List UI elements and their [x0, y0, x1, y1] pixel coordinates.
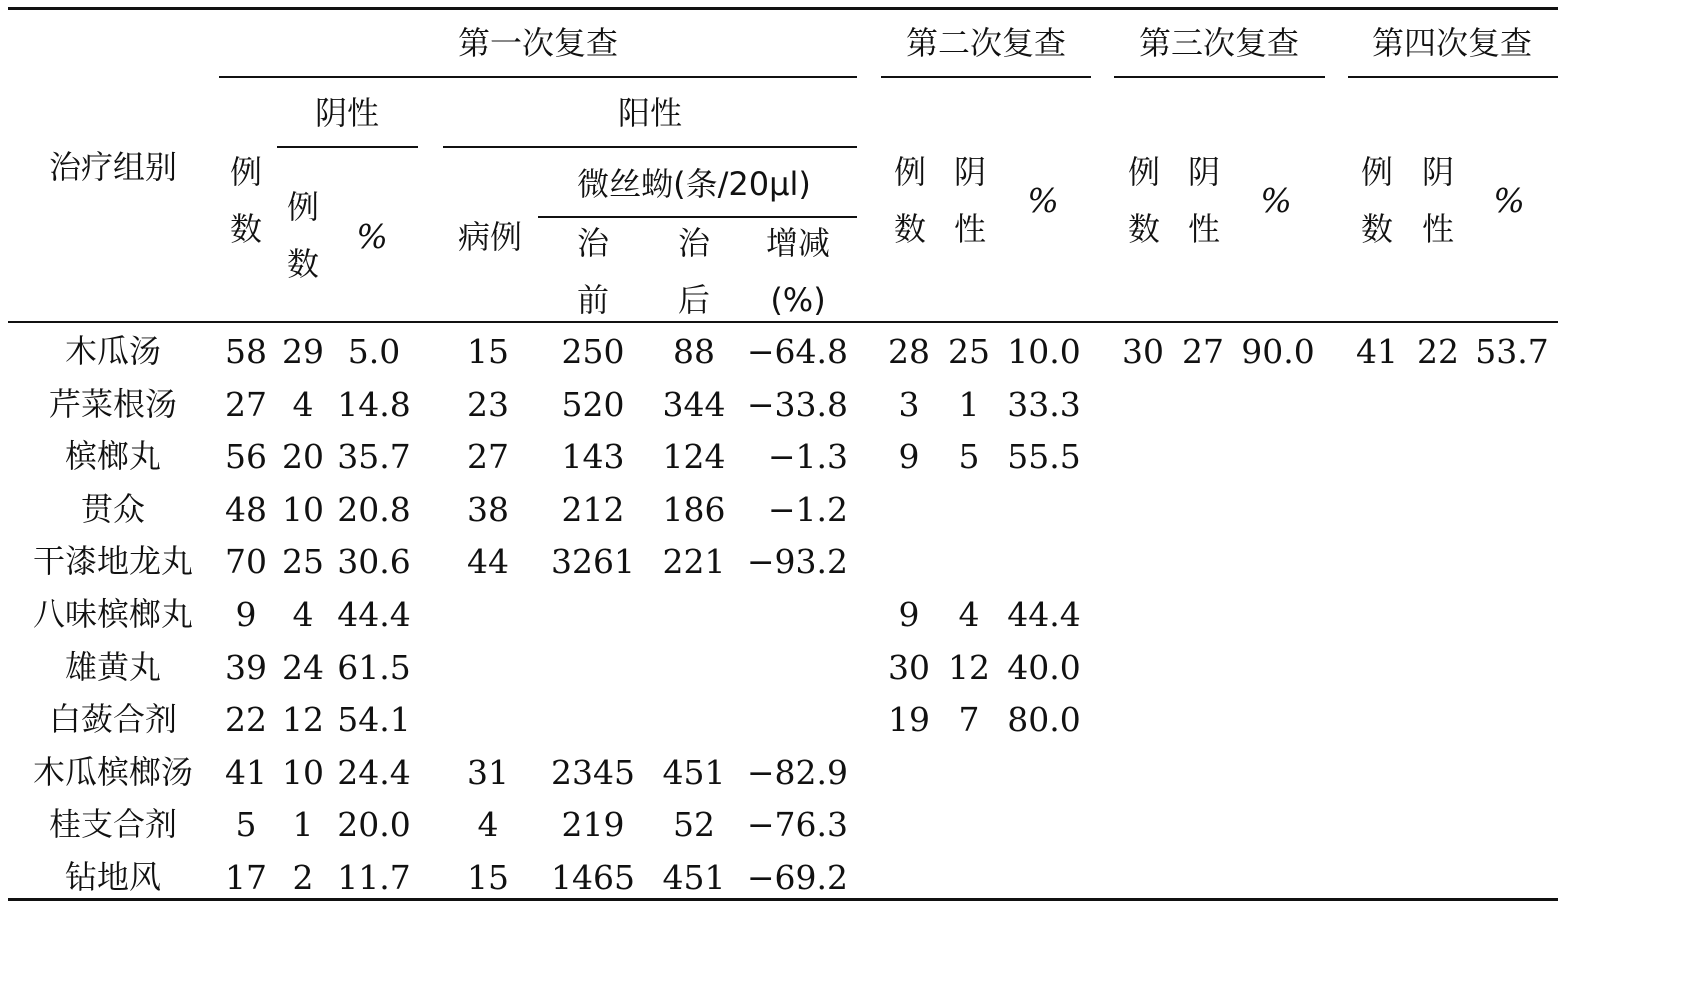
cell-neg-n: 1	[292, 805, 314, 845]
cell-after: 124	[662, 437, 726, 477]
cell-neg-pct: 11.7	[337, 858, 411, 897]
row-group-name: 桂支合剂	[48, 805, 178, 844]
row-group-name: 木瓜汤	[64, 332, 162, 370]
review2-rule	[881, 76, 1091, 78]
row-group-name: 干漆地龙丸	[32, 542, 194, 581]
cell-r2-pct: 10.0	[1007, 332, 1081, 371]
cell-pos-cases: 23	[467, 384, 509, 424]
cell-neg-n: 4	[292, 595, 314, 634]
cell-r2-neg: 7	[958, 700, 980, 740]
cell-neg-pct: 35.7	[337, 437, 411, 477]
cell-neg-pct: 5.0	[347, 332, 401, 371]
cell-neg-n: 2	[292, 858, 314, 897]
cell-before: 219	[561, 805, 625, 845]
neg-cases-header-l2: 数	[286, 245, 320, 283]
cell-after: 344	[662, 384, 726, 424]
before-header-l1: 治	[576, 224, 610, 262]
negative-rule	[277, 146, 418, 148]
r3-percent-header: %	[1260, 181, 1292, 220]
cell-neg-pct: 20.8	[337, 489, 411, 529]
row-group-name: 芹菜根汤	[48, 384, 178, 423]
microfilaria-header: 微丝蚴(条/20μl)	[577, 165, 811, 203]
r2-percent-header: %	[1027, 181, 1059, 220]
cell-n: 17	[225, 858, 267, 897]
review4-rule	[1348, 76, 1558, 78]
r4-cases-header-l1: 例	[1360, 153, 1394, 191]
cell-after: 88	[673, 332, 715, 371]
cell-n: 39	[225, 647, 267, 687]
cell-r2-neg: 4	[958, 595, 980, 634]
row-group-name: 贯众	[80, 489, 146, 528]
cell-n: 70	[225, 542, 267, 582]
cell-n: 27	[225, 384, 267, 424]
cell-r2-n: 28	[888, 332, 930, 371]
change-header-l2: (%)	[770, 281, 826, 319]
cell-before: 520	[561, 384, 625, 424]
cell-pos-cases: 15	[467, 858, 509, 897]
header-bottom-rule	[8, 321, 1558, 323]
r3-cases-header-l1: 例	[1127, 153, 1161, 191]
cell-r2-pct: 55.5	[1007, 437, 1081, 477]
cell-r2-pct: 80.0	[1007, 700, 1081, 740]
r4-neg-header-l2: 性	[1421, 210, 1455, 248]
cell-before: 250	[561, 332, 625, 371]
row-group-name: 雄黄丸	[64, 647, 162, 686]
cell-r2-n: 19	[888, 700, 930, 740]
cell-before: 212	[561, 489, 625, 529]
cell-change: −82.9	[746, 752, 848, 792]
review1-header: 第一次复查	[457, 24, 619, 62]
cell-after: 52	[673, 805, 715, 845]
cell-r3-neg: 27	[1182, 332, 1224, 371]
r1-cases-header-l1: 例	[229, 153, 263, 191]
cell-pos-cases: 15	[467, 332, 509, 371]
cell-n: 9	[235, 595, 257, 634]
row-group-name: 槟榔丸	[64, 437, 162, 476]
cell-before: 3261	[551, 542, 635, 582]
r4-percent-header: %	[1493, 181, 1525, 220]
before-header-l2: 前	[576, 281, 610, 319]
cell-neg-n: 12	[282, 700, 324, 740]
row-group-name: 八味槟榔丸	[32, 595, 194, 633]
cell-pos-cases: 27	[467, 437, 509, 477]
top-rule	[8, 7, 1558, 10]
cell-change: −93.2	[746, 542, 848, 582]
cell-change: −64.8	[746, 332, 848, 371]
cell-pos-cases: 44	[467, 542, 509, 582]
cell-pos-cases: 31	[467, 752, 509, 792]
review3-rule	[1114, 76, 1325, 78]
cell-neg-n: 10	[282, 752, 324, 792]
cell-r4-n: 41	[1356, 332, 1398, 371]
r3-cases-header-l2: 数	[1127, 210, 1161, 248]
cell-r2-n: 30	[888, 647, 930, 687]
cell-r2-pct: 33.3	[1007, 384, 1081, 424]
sick-cases-header: 病例	[457, 218, 523, 256]
cell-n: 56	[225, 437, 267, 477]
r2-neg-header-l1: 阴	[953, 153, 987, 191]
group-column-header: 治疗组别	[48, 148, 178, 186]
r2-cases-header-l1: 例	[893, 153, 927, 191]
cell-after: 221	[662, 542, 726, 582]
cell-pos-cases: 38	[467, 489, 509, 529]
cell-neg-n: 25	[282, 542, 324, 582]
r4-neg-header-l1: 阴	[1421, 153, 1455, 191]
r3-neg-header-l1: 阴	[1187, 153, 1221, 191]
row-group-name: 白蔹合剂	[48, 700, 178, 739]
cell-n: 58	[225, 332, 267, 371]
r2-cases-header-l2: 数	[893, 210, 927, 248]
cell-r2-neg: 1	[958, 384, 980, 424]
cell-r2-neg: 25	[948, 332, 990, 371]
cell-r2-n: 3	[898, 384, 920, 424]
cell-neg-pct: 24.4	[337, 752, 411, 792]
after-header-l1: 治	[677, 224, 711, 262]
r4-cases-header-l2: 数	[1360, 210, 1394, 248]
r1-cases-header-l2: 数	[229, 210, 263, 248]
cell-r4-pct: 53.7	[1475, 332, 1549, 371]
neg-percent-header: %	[356, 217, 388, 256]
cell-r3-pct: 90.0	[1241, 332, 1315, 371]
after-header-l2: 后	[677, 281, 711, 319]
cell-r3-n: 30	[1122, 332, 1164, 371]
cell-r2-n: 9	[898, 595, 920, 634]
cell-neg-pct: 30.6	[337, 542, 411, 582]
cell-neg-n: 10	[282, 489, 324, 529]
cell-neg-n: 24	[282, 647, 324, 687]
cell-neg-n: 20	[282, 437, 324, 477]
cell-neg-pct: 44.4	[337, 595, 411, 634]
cell-after: 451	[662, 752, 726, 792]
negative-header: 阴性	[314, 94, 380, 132]
review2-header: 第二次复查	[905, 24, 1067, 62]
cell-r2-pct: 40.0	[1007, 647, 1081, 687]
review4-header: 第四次复查	[1371, 24, 1533, 62]
cell-neg-pct: 61.5	[337, 647, 411, 687]
cell-change: −1.2	[767, 489, 848, 529]
cell-change: −33.8	[746, 384, 848, 424]
review1-rule	[219, 76, 857, 78]
row-group-name: 钻地风	[64, 858, 162, 896]
row-group-name: 木瓜槟榔汤	[32, 752, 194, 791]
cell-neg-pct: 20.0	[337, 805, 411, 845]
cell-pos-cases: 4	[477, 805, 499, 845]
cell-after: 186	[662, 489, 726, 529]
cell-before: 2345	[551, 752, 635, 792]
cell-neg-n: 29	[282, 332, 324, 371]
cell-r4-neg: 22	[1417, 332, 1459, 371]
microfilaria-rule	[538, 216, 857, 218]
cell-neg-n: 4	[292, 384, 314, 424]
bottom-rule	[8, 898, 1558, 901]
cell-change: −69.2	[746, 858, 848, 897]
positive-rule	[443, 146, 857, 148]
cell-before: 1465	[551, 858, 635, 897]
cell-before: 143	[561, 437, 625, 477]
cell-n: 5	[235, 805, 257, 845]
cell-n: 22	[225, 700, 267, 740]
r3-neg-header-l2: 性	[1187, 210, 1221, 248]
positive-header: 阳性	[617, 94, 683, 132]
cell-r2-n: 9	[898, 437, 920, 477]
cell-after: 451	[662, 858, 726, 897]
cell-r2-neg: 12	[948, 647, 990, 687]
review3-header: 第三次复查	[1138, 24, 1300, 62]
cell-neg-pct: 14.8	[337, 384, 411, 424]
cell-neg-pct: 54.1	[337, 700, 411, 740]
change-header-l1: 增减	[765, 224, 831, 262]
neg-cases-header-l1: 例	[286, 188, 320, 226]
cell-n: 41	[225, 752, 267, 792]
cell-r2-neg: 5	[958, 437, 980, 477]
r2-neg-header-l2: 性	[953, 210, 987, 248]
cell-change: −76.3	[746, 805, 848, 845]
cell-change: −1.3	[767, 437, 848, 477]
cell-n: 48	[225, 489, 267, 529]
cell-r2-pct: 44.4	[1007, 595, 1081, 634]
